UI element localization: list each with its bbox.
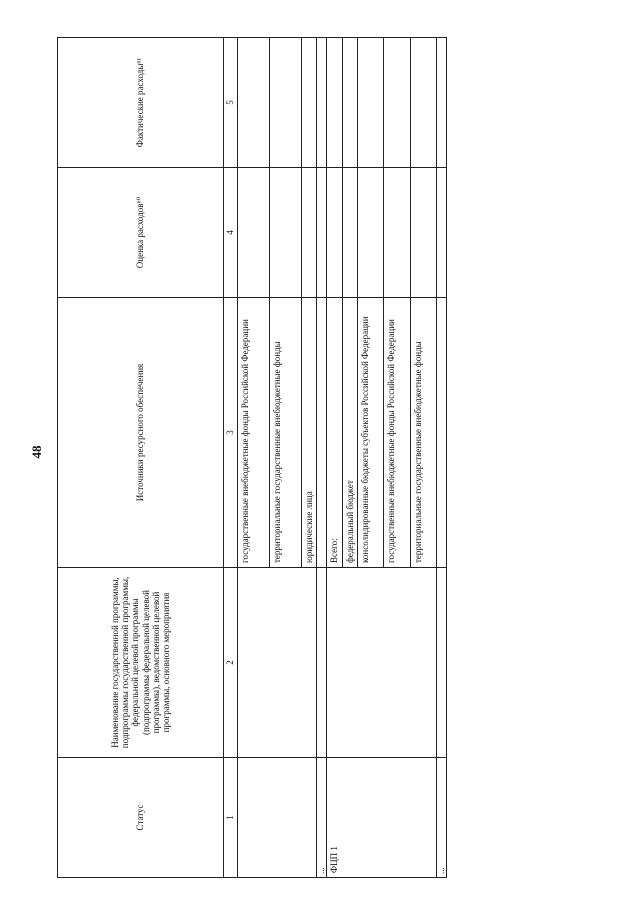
page-number: 48 (29, 445, 44, 459)
header-name: Наименование государственной программы, подпрограммы государственной программы, федеральной целевой программы (подпрограммы федеральной целевой программы), ведомственной целевой программы, основного мероприятия (58, 568, 224, 758)
fcp-status-cell: ФЦП 1 (327, 758, 436, 878)
status-cell (237, 758, 317, 878)
actual-cell (358, 38, 384, 168)
estimate-cell (301, 168, 316, 298)
estimate-cell (384, 168, 410, 298)
source-cell: консолидированные бюджеты субъектов Российской Федерации (358, 298, 384, 568)
ellipsis-row (317, 38, 327, 878)
header-status: Статус (58, 758, 224, 878)
ellipsis-cell: ... (436, 758, 446, 878)
ellipsis-row (436, 38, 446, 878)
header-estimate: Оценка расходов⁶⁰ (58, 168, 224, 298)
estimate-cell (327, 168, 342, 298)
col-num-5: 5 (224, 38, 237, 168)
table-row (237, 38, 269, 878)
actual-cell (342, 38, 357, 168)
estimate-cell (358, 168, 384, 298)
actual-cell (327, 38, 342, 168)
actual-cell (301, 38, 316, 168)
estimate-cell (237, 168, 269, 298)
source-cell: государственные внебюджетные фонды Российской Федерации (384, 298, 410, 568)
rotated-table-wrapper (57, 38, 447, 878)
actual-cell (237, 38, 269, 168)
ellipsis-cell: ... (317, 758, 327, 878)
source-cell: Всего: (327, 298, 342, 568)
estimate-cell (342, 168, 357, 298)
col-num-1: 1 (224, 758, 237, 878)
col-num-3: 3 (224, 298, 237, 568)
source-cell: территориальные государственные внебюджетные фонды (410, 298, 436, 568)
header-row (58, 38, 224, 878)
col-num-4: 4 (224, 168, 237, 298)
source-cell: территориальные государственные внебюджетные фонды (269, 298, 301, 568)
actual-cell (410, 38, 436, 168)
source-cell: государственные внебюджетные фонды Российской Федерации (237, 298, 269, 568)
header-actual: Фактические расходы⁶¹ (58, 38, 224, 168)
resource-table (57, 37, 447, 878)
actual-cell (269, 38, 301, 168)
estimate-cell (269, 168, 301, 298)
actual-cell (384, 38, 410, 168)
source-cell: юридические лица (301, 298, 316, 568)
header-sources: Источники ресурсного обеспечения (58, 298, 224, 568)
fcp-name-cell (327, 568, 436, 758)
source-cell: федеральный бюджет (342, 298, 357, 568)
name-cell (237, 568, 317, 758)
col-num-2: 2 (224, 568, 237, 758)
column-number-row (224, 38, 237, 878)
estimate-cell (410, 168, 436, 298)
table-row (327, 38, 342, 878)
